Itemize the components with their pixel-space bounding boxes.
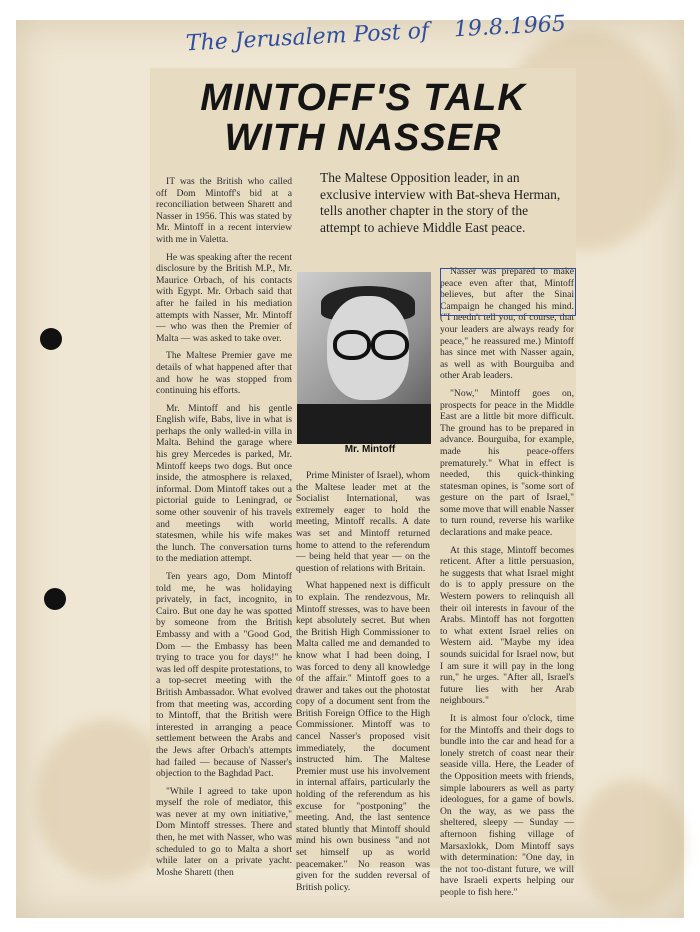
paragraph: "Now," Mintoff goes on, prospects for peace in the Middle East are a little bit more difficult. The ground has to be prepared in advance. Bourguiba, for example, made his peace-offers prematurely." What in effect is needed, this quick-thinking statesman opines, is "some sort of gesture on the part of Israel," some move that will enable Nasser to turn round, reverse his warlike declarations and make peace. <box>440 387 575 539</box>
paragraph: What happened next is difficult to explain. The rendezvous, Mr. Mintoff stresses, was to have been kept absolutely secret. But when the British High Commissioner to Malta called me and demanded to know what I had been doing, I was forced to deny all knowledge of the affair." Mintoff goes to a drawer and takes out the photostat copy of a document sent from the British Foreign Office to the High Commissioner. Mintoff was to cancel Nasser's proposed visit immediately, the document instructed him. The Maltese Premier must use his involvement in internal affairs, particularly the holding of the referendum as his excuse for "postponing" the meeting. And, the last sentence stated bluntly that Mintoff should mind his own business "and not set himself up as world peacemaker." No reason was given for the sudden reversal of British policy. <box>296 580 430 893</box>
paragraph: The Maltese Premier gave me details of what happened after that and how he was stopped from continuing his efforts. <box>156 350 292 397</box>
photo-caption: Mr. Mintoff <box>344 444 396 455</box>
paragraph: Ten years ago, Dom Mintoff told me, he was holidaying privately, in fact, incognito, in Cairo. But one day he was spotted by someone from the British Embassy and with a "Good God, Dom — the Embassy has been trying to trace you for days!" he was led off despite protestations, to a top-secret meeting with the British Ambassador. What evolved from that meeting was, according to Mintoff, that the British were interested in arranging a peace settlement between the Arabs and the Jews after Orbach's attempts had failed — because of Nasser's objection to the Baghdad Pact. <box>156 571 292 780</box>
punch-hole-bottom <box>44 588 66 610</box>
photo-glasses-right <box>371 330 409 360</box>
handwritten-date: 19.8.1965 <box>453 11 567 43</box>
article-column-1 <box>156 176 292 878</box>
paragraph: At this stage, Mintoff becomes reticent. After a little persuasion, he suggests that what Israel might do is to apply pressure on the Western powers to relinquish all their oil interests in favour of the Arabs. Mintoff has not forgotten to what extent Israel relies on Western aid. "Maybe my idea sounds suicidal for Israel now, but I am sure it will pay in the long run," he urges. "After all, Israel's future lies with her Arab neighbours." <box>440 544 574 707</box>
headline-line-1: MINTOFF'S TALK <box>200 77 526 119</box>
paragraph: Prime Minister of Israel), whom the Maltese leader met at the Socialist International, was extremely eager to hold the meeting, Mintoff recalls. A date was set and Mintoff returned home to attend to the referendum — being held that year — on the question of relations with Britain. <box>296 470 430 574</box>
handwritten-publication: The Jerusalem Post of <box>185 18 430 57</box>
article-column-3 <box>440 266 575 898</box>
photo-suit <box>297 404 431 444</box>
photo-glasses-left <box>333 330 371 360</box>
portrait-photo <box>297 272 431 444</box>
pen-annotation-box <box>440 268 576 316</box>
stain <box>576 780 686 910</box>
article-standfirst: The Maltese Opposition leader, in an exclusive interview with Bat-sheva Herman, tells another chapter in the story of the attempt to achieve Middle East peace. <box>320 170 561 235</box>
paragraph: Mr. Mintoff and his gentle English wife, Babs, live in what is perhaps the only walled-in villa in Malta. Behind the garage where his grey Mercedes is parked, Mr. Mintoff keeps two dogs. But once inside, the atmosphere is relaxed, informal. Dom Mintoff takes out a pictorial guide to Leningrad, or some other souvenir of his travels and meetings with world statesmen, while his wife makes the lunch. The conversation turns to the mediation attempt. <box>156 402 292 565</box>
headline-line-2: WITH NASSER <box>224 117 502 159</box>
paragraph: Nasser was prepared to make peace even after that, Mintoff believes, but after the Sinai Campaign he changed his mind. ("I needn't tell you, of course, that your leaders are always ready for peace," he reassured me.) Mintoff has since met with Nasser again, as well as with Bourguiba and other Arab leaders. <box>440 266 574 382</box>
paragraph: "While I agreed to take upon myself the role of mediator, this was never at my own initiative," Dom Mintoff stresses. There and then, he met with Nasser, who was scheduled to go to Malta a short while later on a private yacht. Moshe Sharett (then <box>156 785 292 878</box>
paragraph: He was speaking after the recent disclosure by the British M.P., Mr. Maurice Orbach, of his contacts with Egypt. Mr. Orbach said that after he failed in his mediation attempts with Nasser, Mr. Mintoff — who was then the Premier of Malta — was asked to take over. <box>156 251 292 344</box>
article-column-2 <box>296 470 430 893</box>
paragraph: IT was the British who called off Dom Mintoff's bid at a reconciliation between Sharett and Nasser in 1956. This was stated by Mr. Mintoff in a recent interview with me in Valetta. <box>156 176 292 245</box>
article-headline <box>150 78 576 158</box>
punch-hole-top <box>40 328 62 350</box>
paragraph: It is almost four o'clock, time for the Mintoffs and their dogs to bundle into the car and head for a lonely stretch of coast near their seaside villa. Here, the Leader of the Opposition meets with friends, simple labourers as well as party ideologues, for a game of bowls. On the way, as we pass the sheltered, sleepy — Sunday — afternoon fishing village of Marsaxlokk, Dom Mintoff says with determination: "One day, in the not too-distant future, we will have Israeli experts helping our people to fish here." <box>440 712 574 898</box>
